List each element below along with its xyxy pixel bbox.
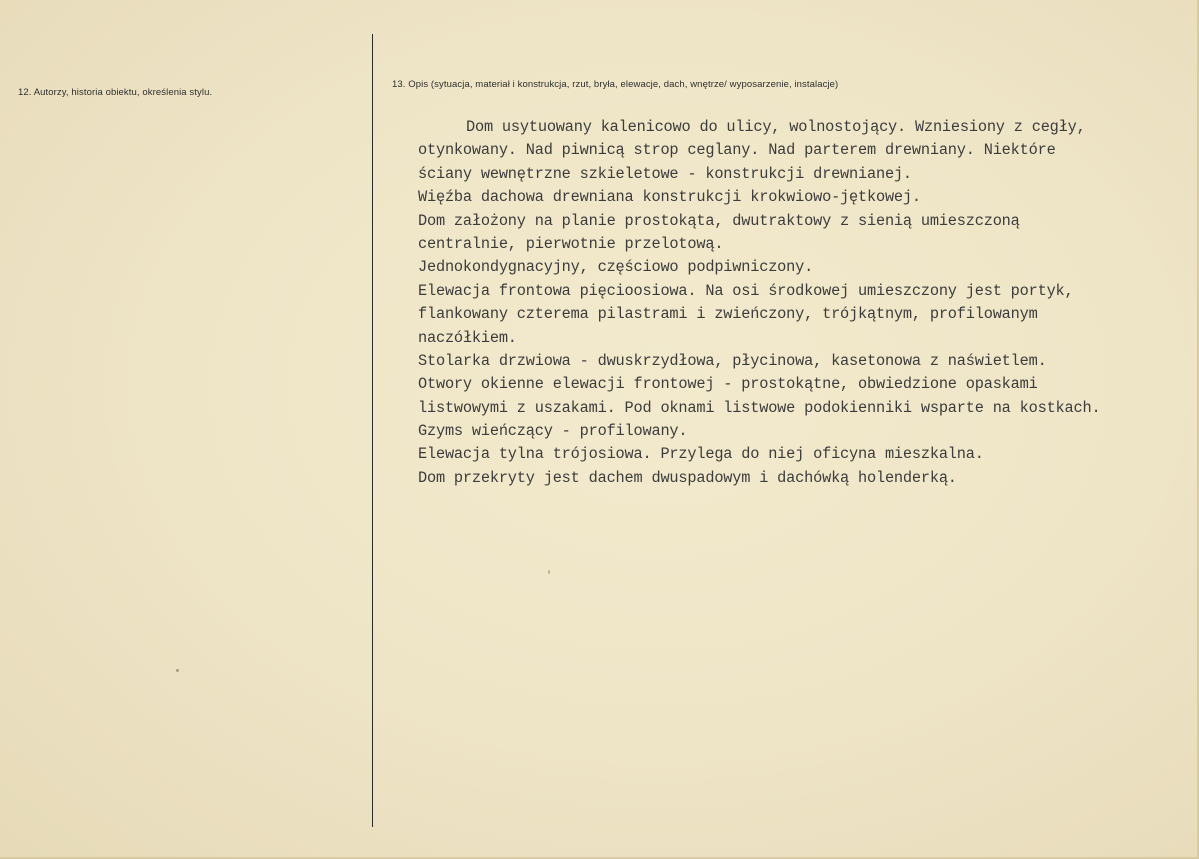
description-line: Dom założony na planie prostokąta, dwutraktowy z sienią umieszczoną [418,211,1020,230]
section-13-heading: 13. Opis (sytuacja, materiał i konstrukcja, rzut, bryła, elewacje, dach, wnętrze/ wyposarzenie, instalacje) [392,79,839,90]
description-line: Jednokondygnacyjny, częściowo podpiwniczony. [418,258,814,277]
description-line: Dom usytuowany kalenicowo do ulicy, wolnostojący. Wzniesiony z cegły, [466,118,1086,136]
column-divider [372,34,373,827]
description-line: centralnie, pierwotnie przelotową. [418,234,724,253]
description-line: Gzyms wieńczący - profilowany. [418,422,688,441]
description-line: Więźba dachowa drewniana konstrukcji krokwiowo-jętkowej. [418,188,921,207]
section-12-heading: 12. Autorzy, historia obiektu, określenia stylu. [18,87,213,98]
description-text [418,116,1193,490]
paper-speck [548,570,550,574]
description-line: Elewacja tylna trójosiowa. Przylega do niej oficyna mieszkalna. [418,445,984,464]
description-line: Dom przekryty jest dachem dwuspadowym i dachówką holenderką. [418,468,957,487]
description-line: otynkowany. Nad piwnicą strop ceglany. Nad parterem drewniany. Niektóre [418,141,1056,160]
description-line: flankowany czterema pilastrami i zwieńczony, trójkątnym, profilowanym [418,305,1038,324]
description-line: Elewacja frontowa pięcioosiowa. Na osi środkowej umieszczony jest portyk, [418,281,1074,300]
description-line: listwowymi z uszakami. Pod oknami listwowe podokienniki wsparte na kostkach. [418,398,1101,417]
description-line: Otwory okienne elewacji frontowej - prostokątne, obwiedzione opaskami [418,375,1038,394]
description-line: ściany wewnętrzne szkieletowe - konstrukcji drewnianej. [418,164,912,183]
description-line: naczółkiem. [418,328,517,347]
description-line: Stolarka drzwiowa - dwuskrzydłowa, płycinowa, kasetonowa z naświetlem. [418,351,1047,370]
paper-speck [176,669,179,672]
